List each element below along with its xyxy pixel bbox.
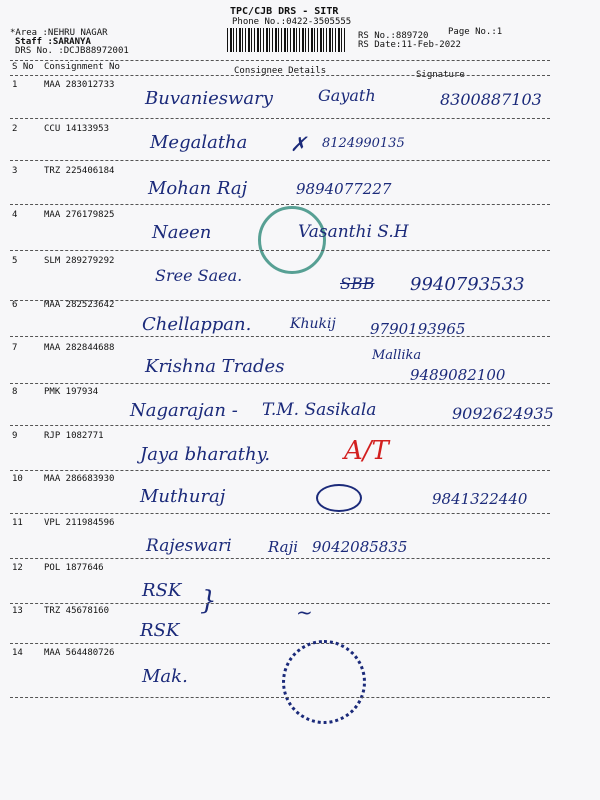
divider	[10, 250, 550, 251]
consignee-name: Nagarajan -	[130, 400, 238, 421]
consignee-name: Sree Saea.	[155, 266, 243, 285]
consignment-no: VPL 211984596	[44, 518, 115, 528]
consignee-name: Mohan Raj	[148, 178, 248, 199]
signature: Gayath	[318, 86, 376, 105]
rs-number: RS No.:889720	[358, 31, 429, 41]
row-sno: 4	[12, 210, 18, 220]
signature: A/T	[344, 436, 389, 466]
consignment-no: MAA 276179825	[44, 210, 115, 220]
rs-date: RS Date:11-Feb-2022	[358, 40, 461, 50]
consignment-no: PMK 197934	[44, 387, 99, 397]
divider	[10, 118, 550, 119]
page-number: Page No.:1	[448, 27, 503, 37]
drs-number: DRS No. :DCJB88972001	[15, 46, 129, 56]
row-sno: 10	[12, 474, 23, 484]
row-sno: 12	[12, 563, 23, 573]
phone-handwritten: 9042085835	[312, 538, 408, 556]
row-sno: 7	[12, 343, 18, 353]
divider	[10, 558, 550, 559]
divider	[10, 643, 550, 644]
divider	[10, 697, 550, 698]
row-sno: 11	[12, 518, 23, 528]
phone-handwritten: 9790193965	[370, 320, 466, 338]
phone-handwritten: 9894077227	[296, 180, 392, 198]
consignee-name: Jaya bharathy.	[140, 444, 271, 465]
consignment-no: MAA 286683930	[44, 474, 115, 484]
phone-handwritten: 8300887103	[440, 90, 542, 109]
consignee-name: Krishna Trades	[145, 356, 285, 377]
row-sno: 5	[12, 256, 18, 266]
consignment-no: TRZ 225406184	[44, 166, 115, 176]
col-consignee: Consignee Details	[234, 66, 327, 76]
phone-handwritten: 9841322440	[432, 490, 528, 508]
consignment-no: CCU 14133953	[44, 124, 110, 134]
consignment-no: MAA 283012733	[44, 80, 115, 90]
signature-struck: SBB	[340, 274, 375, 293]
phone-handwritten: 9092624935	[452, 404, 554, 423]
signature: T.M. Sasikala	[262, 400, 377, 420]
consignee-name: Rajeswari	[146, 536, 232, 556]
phone-number: Phone No.:0422-3505555	[232, 17, 352, 27]
divider	[10, 513, 550, 514]
row-sno: 6	[12, 300, 18, 310]
consignment-no: MAA 282844688	[44, 343, 115, 353]
signature: Vasanthi S.H	[298, 222, 409, 242]
consignee-name: Mak.	[142, 666, 188, 687]
col-consignment: Consignment No	[44, 62, 120, 72]
divider	[10, 160, 550, 161]
consignee-name: Naeen	[152, 222, 212, 243]
signature-scribble	[316, 484, 362, 512]
phone-handwritten: 9940793533	[410, 274, 525, 295]
consignee-name: RSK	[140, 620, 180, 641]
divider	[10, 336, 550, 337]
divider	[10, 470, 550, 471]
row-sno: 14	[12, 648, 23, 658]
divider	[10, 204, 550, 205]
row-sno: 3	[12, 166, 18, 176]
divider	[10, 75, 550, 76]
signature: Raji	[268, 538, 299, 556]
col-signature: Signature	[416, 70, 465, 80]
consignment-no: TRZ 45678160	[44, 606, 110, 616]
divider	[10, 383, 550, 384]
divider	[10, 603, 550, 604]
row-sno: 8	[12, 387, 18, 397]
consignee-name: Megalatha	[150, 132, 248, 153]
row-sno: 2	[12, 124, 18, 134]
consignment-no: RJP 1082771	[44, 431, 104, 441]
signature-scribble: ✗	[290, 132, 307, 156]
row-sno: 9	[12, 431, 18, 441]
phone-handwritten: 8124990135	[322, 136, 405, 151]
signature: Mallika	[372, 348, 422, 363]
row-sno: 13	[12, 606, 23, 616]
signature: Khukij	[290, 316, 336, 332]
consignment-no: MAA 564480726	[44, 648, 115, 658]
consignee-name: Buvanieswary	[145, 88, 273, 109]
consignee-name: Muthuraj	[140, 486, 226, 507]
barcode	[227, 28, 347, 52]
signature-scribble: ~	[296, 600, 313, 624]
consignee-name: Chellappan.	[142, 314, 252, 335]
bracket-mark: }	[200, 586, 217, 616]
sheet-title: TPC/CJB DRS - SITR	[230, 6, 339, 17]
row-sno: 1	[12, 80, 18, 90]
area-label: *Area :NEHRU NAGAR	[10, 28, 108, 38]
consignee-name: RSK	[142, 580, 182, 601]
company-stamp	[282, 640, 366, 724]
col-sno: S No	[12, 62, 34, 72]
consignment-no: POL 1877646	[44, 563, 104, 573]
consignment-no: MAA 282523642	[44, 300, 115, 310]
divider	[10, 60, 550, 61]
consignment-no: SLM 289279292	[44, 256, 115, 266]
divider	[10, 425, 550, 426]
staff-label: Staff :SARANYA	[15, 37, 91, 47]
phone-handwritten: 9489082100	[410, 366, 506, 384]
